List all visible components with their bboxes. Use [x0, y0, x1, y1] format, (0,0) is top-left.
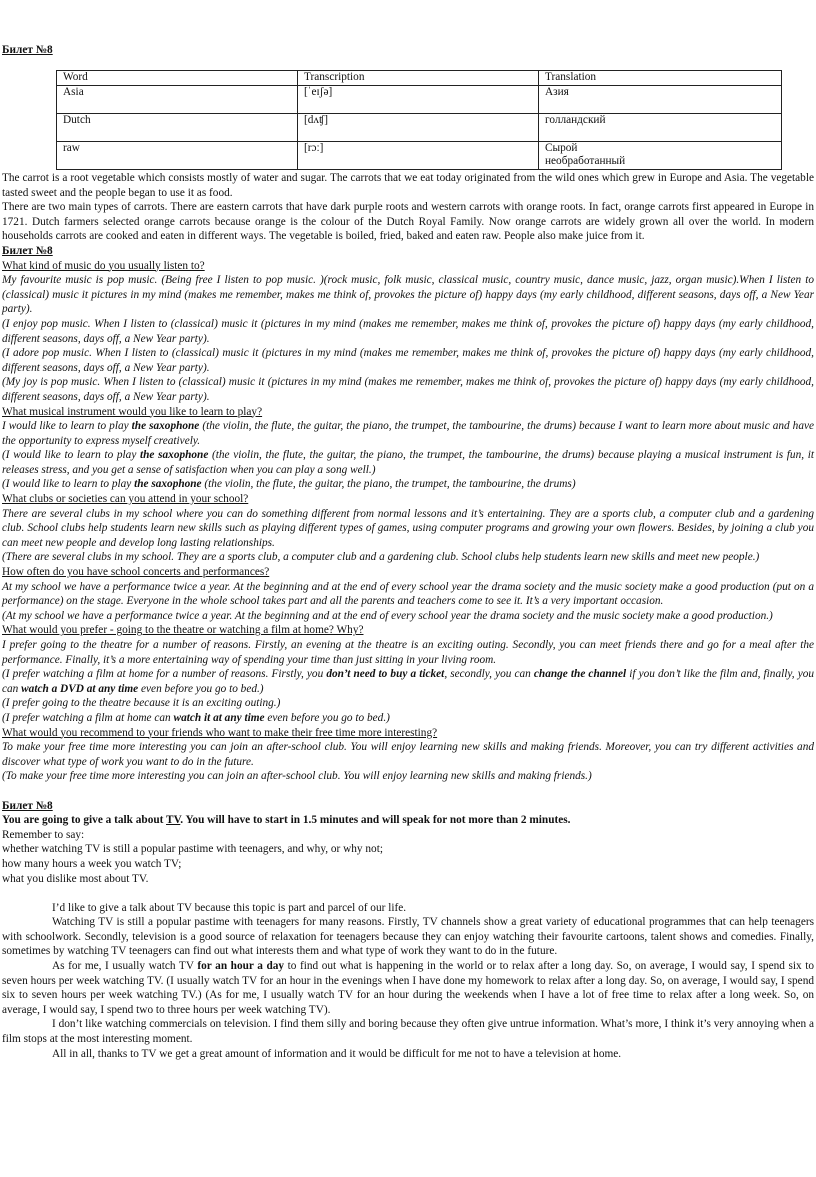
dialogue-answer	[2, 477, 814, 492]
word-cell: raw	[57, 141, 298, 169]
dialogue-answer: (I enjoy pop music. When I listen to (classical) music it (pictures in my mind (makes me remember, makes me think of, provokes the picture of) happy days (my early childhood, different seasons, days off, a New Year party).	[2, 317, 814, 345]
header-transcription: Transcription	[298, 71, 539, 86]
answer-text: (I prefer watching a film at home for a number of reasons. Firstly, you	[2, 668, 327, 681]
dialogue-answer: My favourite music is pop music. (Being free I listen to pop music. )(rock music, folk music, classical music, country music, dance music, jazz, organ music).When I listen to (classical) music it pictures in my mind (makes me remember, makes me think of, provokes the picture of) happy days (my early childhood, different seasons, days off, a New Year party).	[2, 274, 814, 316]
answer-text: (I would like to learn to play	[2, 449, 141, 462]
answer-text: (the violin, the flute, the guitar, the piano, the trumpet, the tambourine, the drums) because I want to learn more about music and have the opportunity to express myself creatively.	[2, 420, 814, 447]
word-cell: Dutch	[57, 113, 298, 141]
answer-text: , secondly, you can	[444, 668, 534, 681]
table-row	[57, 85, 782, 113]
answer-bold: the saxophone	[134, 478, 202, 491]
answer-bold: change the channel	[533, 668, 627, 681]
translation-cell: голландский	[539, 113, 782, 141]
dialogue-question: What kind of music do you usually listen to?	[2, 259, 205, 272]
talk-text: As for me, I usually watch TV	[52, 960, 198, 973]
task-text: . You will have to start in 1.5 minutes and will speak for not more than 2 minutes.	[180, 814, 571, 827]
answer-text: even before you go to bed.)	[264, 711, 390, 724]
document-body	[2, 171, 814, 1061]
dialogue-answer: (I prefer going to the theatre because it is an exciting outing.)	[2, 697, 281, 710]
dialogue-answer	[2, 667, 814, 696]
talk-task	[2, 813, 814, 828]
spacer	[2, 886, 814, 901]
dialogue-answer	[2, 448, 814, 477]
vocabulary-table	[56, 70, 782, 170]
talk-paragraph	[2, 959, 814, 1017]
answer-text: (the violin, the flute, the guitar, the piano, the trumpet, the tambourine, the drums) because playing a musical instrument is fun, it releases stress, and you get a sense of satisfaction when you can play a song well.)	[2, 449, 814, 476]
talk-bold: for an hour a day	[197, 960, 285, 973]
reading-paragraph: There are two main types of carrots. There are eastern carrots that have dark purple roots and western carrots with orange roots. In fact, orange carrots first appeared in Europe in 1721. Dutch farmers selected orange carrots because orange is the colour of the Dutch Royal Family. Now orange carrots are widely grown all over the world. In modern households carrots are cooked and eaten in different ways. The vegetable is boiled, fried, baked and eaten raw. People also make juice from it.	[2, 201, 814, 243]
talk-paragraph: I don’t like watching commercials on television. I find them silly and boring because they often give untrue information. What’s more, I think it’s very annoying when a film stops at the most interesting moment.	[2, 1018, 814, 1046]
answer-text: even before you go to bed.)	[138, 682, 264, 695]
answer-text: (I prefer watching a film at home can	[2, 711, 174, 724]
reading-paragraph: The carrot is a root vegetable which consists mostly of water and sugar. The carrots that we eat today originated from the wild ones which grew in Europe and Asia. The vegetable tasted sweet and the people began to use it as food.	[2, 172, 814, 199]
dialogue-question: What musical instrument would you like to learn to play?	[2, 405, 263, 418]
ticket-heading: Билет №8	[2, 799, 53, 812]
header-word: Word	[57, 71, 298, 86]
talk-point: whether watching TV is still a popular pastime with teenagers, and why, or why not;	[2, 843, 383, 856]
dialogue-answer: At my school we have a performance twice a year. At the beginning and at the end of every school year the drama society and the music society make a good production (put on a performance) on the stage. Everyone in the whole school takes part and all the parents and teachers come to see it. It’s a very important occasion.	[2, 580, 814, 608]
table-row	[57, 113, 782, 141]
translation-line: необработанный	[545, 155, 626, 167]
talk-paragraph: I’d like to give a talk about TV because this topic is part and parcel of our life.	[52, 901, 407, 914]
answer-bold: don’t need to buy a ticket	[326, 668, 445, 681]
ticket-heading: Билет №8	[2, 44, 53, 56]
dialogue-answer: I prefer going to the theatre for a number of reasons. Firstly, an evening at the theatre is an exciting outing. Secondly, you can meet friends there and go for a meal after the performance. Finally, it’s a more entertaining way of spending your time than just sitting in your living room.	[2, 639, 814, 666]
talk-text: to find out what is happening in the world or to relax after a long day. So, on average, I would say, I spend six to seven hours per week watching TV. (I usually watch TV for an hour in the evenings when I have done my homework to relax after a long day. So, on average, I would say, I spend six to seven hours per week watching TV.) (As for me, I usually watch TV for an hour during the weekends when I have a lot of free time to relax after a long week. So, on average, I would say, I spend two to three hours per week watching TV).	[2, 960, 814, 1016]
dialogue-answer	[2, 711, 814, 726]
transcription-cell: [dʌʧ]	[298, 113, 539, 141]
translation-cell	[539, 141, 782, 169]
answer-text: if you don’t like the film and, finally, you can	[2, 668, 815, 695]
translation-cell: Азия	[539, 85, 782, 113]
transcription-cell: [rɔː]	[298, 141, 539, 169]
translation-line: Сырой	[545, 141, 578, 154]
answer-text: (the violin, the flute, the guitar, the piano, the trumpet, the tambourine, the drums)	[201, 478, 576, 491]
task-text: You are going to give a talk about	[2, 814, 167, 827]
dialogue-answer	[2, 419, 814, 448]
answer-text: I would like to learn to play	[2, 420, 132, 433]
dialogue-answer: To make your free time more interesting you can join an after-school club. You will enjoy learning new skills and making friends. Moreover, you can try different activities and discover what type of work you want to do in the future.	[2, 741, 814, 768]
dialogue-answer: (There are several clubs in my school. They are a sports club, a computer club and a gardening club. School clubs help students learn new skills and meet new people.)	[2, 551, 760, 564]
ticket-heading: Билет №8	[2, 244, 53, 257]
talk-paragraph: All in all, thanks to TV we get a great amount of information and it would be difficult for me not to have a television at home.	[52, 1047, 622, 1060]
header-translation: Translation	[539, 71, 782, 86]
answer-bold: watch it at any time	[173, 711, 265, 724]
dialogue-answer: There are several clubs in my school where you can do something different from normal lessons and it’s entertaining. They are a sports club, a computer club and a gardening club. School clubs help students learn new skills such as playing different types of games, using computer programs and growing your own flowers. Besides, by joining a club you can meet new people and develop long lasting relationships.	[2, 507, 814, 549]
transcription-cell: [ˈeɪʃə]	[298, 85, 539, 113]
dialogue-answer: (To make your free time more interesting you can join an after-school club. You will enjoy learning new skills and making friends.)	[2, 770, 592, 783]
dialogue-answer: (I adore pop music. When I listen to (classical) music it (pictures in my mind (makes me remember, makes me think of, provokes the picture of) happy days (my early childhood, different seasons, days off, a New Year party).	[2, 347, 814, 374]
answer-bold: the saxophone	[140, 449, 209, 462]
answer-bold: the saxophone	[131, 420, 200, 433]
dialogue-question: What would you prefer - going to the theatre or watching a film at home? Why?	[2, 624, 364, 637]
talk-point: how many hours a week you watch TV;	[2, 857, 182, 870]
talk-point: what you dislike most about TV.	[2, 872, 149, 885]
dialogue-question: How often do you have school concerts and performances?	[2, 566, 270, 579]
dialogue-answer: (At my school we have a performance twice a year. At the beginning and at the end of every school year the drama society and the music society make a good production.)	[2, 609, 773, 622]
dialogue-question: What clubs or societies can you attend in your school?	[2, 493, 249, 506]
table-header-row	[57, 71, 782, 86]
word-cell: Asia	[57, 85, 298, 113]
dialogue-question: What would you recommend to your friends who want to make their free time more interesting?	[2, 726, 438, 739]
talk-paragraph: Watching TV is still a popular pastime with teenagers for many reasons. Firstly, TV channels show a great variety of educational programmes that can help teenagers with schoolwork. Secondly, television is a good source of relaxation for teenagers because they can enjoy watching their favourite cartoons, talent shows and comedies. Finally, sometimes by watching TV teenagers can find out what interests them and what type of work they want to do in the future.	[2, 916, 814, 958]
task-topic: TV	[166, 814, 181, 827]
answer-bold: watch a DVD at any time	[21, 682, 139, 695]
answer-text: (I would like to learn to play	[2, 478, 135, 491]
spacer	[2, 784, 814, 799]
talk-remember: Remember to say:	[2, 828, 85, 841]
table-row	[57, 141, 782, 169]
dialogue-answer: (My joy is pop music. When I listen to (classical) music it (pictures in my mind (makes me remember, makes me think of, provokes the picture of) happy days (my early childhood, different seasons, days off, a New Year party).	[2, 376, 814, 403]
